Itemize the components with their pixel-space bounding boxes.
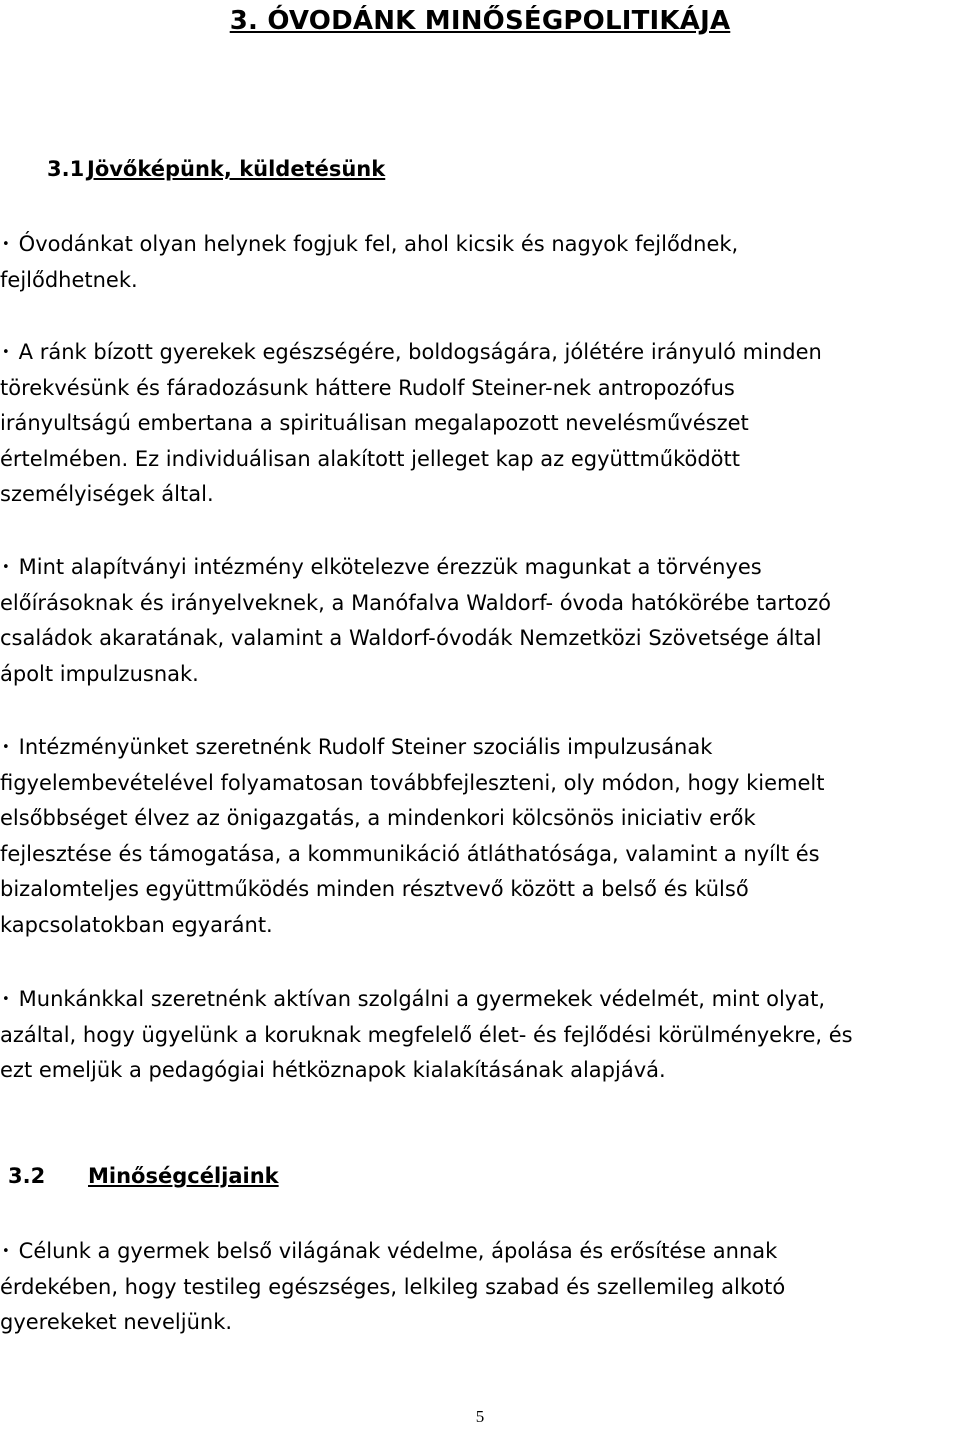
paragraph-line: fejlesztése és támogatása, a kommunikáció átláthatósága, valamint a nyílt és <box>0 841 820 866</box>
paragraph-line: kapcsolatokban egyaránt. <box>0 912 273 937</box>
section-heading-3-2 <box>8 1164 279 1188</box>
paragraph-line: gyerekeket neveljünk. <box>0 1310 233 1334</box>
bullet-icon: • <box>2 560 10 575</box>
section-number: 3.1 <box>47 157 85 181</box>
bullet-icon: • <box>2 237 10 252</box>
paragraph-line: figyelembevételével folyamatosan továbbfejleszteni, oly módon, hogy kiemelt <box>0 770 825 795</box>
paragraph-line: bizalomteljes együttműködés minden résztvevő között a belső és külső <box>0 877 749 901</box>
paragraph <box>0 730 958 943</box>
paragraph-line: értelmében. Ez individuálisan alakított jelleget kap az együttműködött <box>0 446 740 471</box>
paragraph-line: • Intézményünket szeretnénk Rudolf Steiner szociális impulzusának <box>0 730 958 766</box>
section-heading-3-1 <box>47 157 385 181</box>
bullet-icon: • <box>2 345 10 360</box>
paragraph-line: azáltal, hogy ügyelünk a koruknak megfelelő élet- és fejlődési körülményekre, és <box>0 1022 853 1047</box>
paragraph-line: ápolt impulzusnak. <box>0 661 199 686</box>
section-number: 3.2 <box>8 1164 46 1188</box>
bullet-icon: • <box>2 992 10 1007</box>
paragraph <box>0 550 958 692</box>
paragraph-line: • Mint alapítványi intézmény elkötelezve érezzük magunkat a törvényes <box>0 550 958 586</box>
paragraph-line: elsőbbséget élvez az önigazgatás, a mindenkori kölcsönös iniciativ erők <box>0 806 756 830</box>
bullet-icon: • <box>2 1244 10 1259</box>
paragraph <box>0 335 958 513</box>
paragraph-line: irányultságú embertana a spirituálisan megalapozott nevelésművészet <box>0 411 749 435</box>
page-title: 3. ÓVODÁNK MINŐSÉGPOLITIKÁJA <box>229 6 731 36</box>
section-title: Minőségcéljaink <box>88 1164 279 1188</box>
paragraph <box>0 227 958 298</box>
paragraph-line: • Munkánkkal szeretnénk aktívan szolgálni a gyermekek védelmét, mint olyat, <box>0 982 958 1018</box>
section-title: Jövőképünk, küldetésünk <box>87 157 386 181</box>
paragraph-line: előírásoknak és irányelveknek, a Manófalva Waldorf- óvoda hatókörébe tartozó <box>0 590 831 615</box>
paragraph-line: • A ránk bízott gyerekek egészségére, boldogságára, jólétére irányuló minden <box>0 335 958 371</box>
paragraph <box>0 1234 958 1341</box>
paragraph-line: érdekében, hogy testileg egészséges, lelkileg szabad és szellemileg alkotó <box>0 1274 786 1299</box>
paragraph-line: családok akaratának, valamint a Waldorf-óvodák Nemzetközi Szövetsége által <box>0 626 822 650</box>
paragraph-line: • Óvodánkat olyan helynek fogjuk fel, ahol kicsik és nagyok fejlődnek, <box>0 227 958 263</box>
page-number: 5 <box>475 1407 485 1426</box>
paragraph-line: személyiségek által. <box>0 482 214 506</box>
paragraph <box>0 982 958 1089</box>
paragraph-line: törekvésünk és fáradozásunk háttere Rudolf Steiner-nek antropozófus <box>0 375 735 400</box>
paragraph-line: fejlődhetnek. <box>0 267 138 292</box>
paragraph-line: ezt emeljük a pedagógiai hétköznapok kialakításának alapjává. <box>0 1058 666 1082</box>
paragraph-line: • Célunk a gyermek belső világának védelme, ápolása és erősítése annak <box>0 1234 958 1270</box>
bullet-icon: • <box>2 740 10 755</box>
